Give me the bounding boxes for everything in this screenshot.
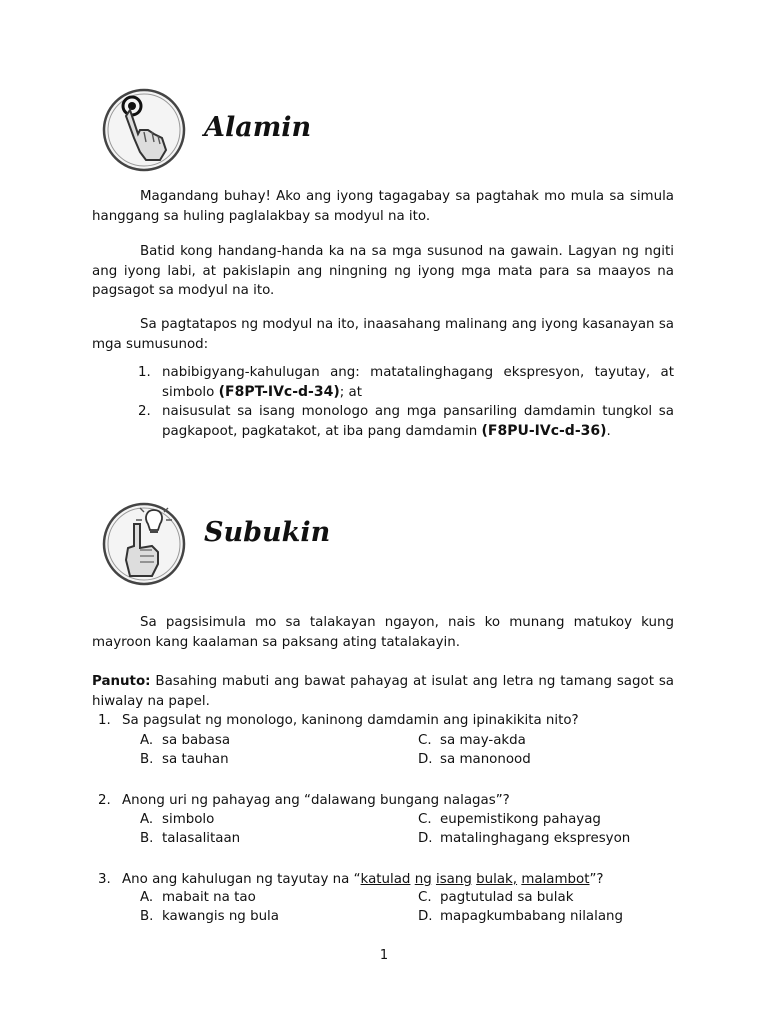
choice-letter: C. [418, 733, 432, 748]
subukin-title: Subukin [204, 517, 331, 548]
choice-text: talasalitaan [162, 831, 241, 846]
panuto-label: Panuto: [92, 674, 151, 689]
subukin-intro [92, 613, 674, 652]
objective-number: 2. [138, 404, 151, 419]
choice-text: sa manonood [440, 752, 531, 767]
alamin-paragraph-2 [92, 242, 674, 301]
choice-c [418, 733, 526, 748]
objective-text: nabibigyang-kahulugan ang: matatalinghagang ekspresyon, tayutay, at simbolo [162, 365, 674, 400]
question-number: 1. [98, 713, 111, 728]
question-text-pre: Ano ang kahulugan ng tayutay na “ [122, 872, 361, 887]
objectives-list [138, 363, 674, 441]
objective-code: (F8PU-IVc-d-36) [481, 422, 607, 439]
choice-b [140, 909, 279, 924]
underlined-word: bulak, [476, 872, 518, 887]
choice-text: pagtutulad sa bulak [440, 890, 574, 905]
choice-letter: C. [418, 812, 432, 827]
choice-text: mabait na tao [162, 890, 256, 905]
question-text: Anong uri ng pahayag ang “dalawang bungang nalagas”? [122, 793, 510, 808]
choice-text: sa may-akda [440, 733, 526, 748]
alamin-paragraph-1-text: Magandang buhay! Ako ang iyong tagagabay sa pagtahak mo mula sa simula hanggang sa huling paglalakbay sa modyul na ito. [92, 189, 674, 224]
alamin-title: Alamin [204, 112, 312, 143]
question-text-post: ”? [589, 872, 604, 887]
choice-a [140, 890, 256, 905]
question-number: 2. [98, 793, 111, 808]
choice-letter: D. [418, 909, 433, 924]
choice-letter: A. [140, 812, 154, 827]
choice-text: simbolo [162, 812, 215, 827]
page-number: 1 [379, 948, 389, 963]
choice-text: eupemistikong pahayag [440, 812, 601, 827]
choice-letter: A. [140, 733, 154, 748]
choice-letter: B. [140, 752, 154, 767]
alamin-paragraph-2-text: Batid kong handang-handa ka na sa mga susunod na gawain. Lagyan ng ngiti ang iyong labi, at pakislapin ang ningning ng iyong mga mata para sa maayos na pagsagot sa modyul na ito. [92, 244, 674, 298]
objective-item [138, 402, 674, 441]
underlined-word: isang [435, 872, 472, 887]
question-text [122, 870, 604, 890]
pointing-hand-icon [100, 86, 188, 174]
choice-letter: A. [140, 890, 154, 905]
question-number: 3. [98, 872, 111, 887]
alamin-paragraph-1 [92, 187, 674, 226]
panuto-text: Basahing mabuti ang bawat pahayag at isulat ang letra ng tamang sagot sa hiwalay na papel. [92, 674, 674, 709]
choice-b [140, 831, 240, 846]
choice-d [418, 909, 623, 924]
alamin-paragraph-3-text: Sa pagtatapos ng modyul na ito, inaasahang malinang ang iyong kasanayan sa mga sumusunod: [92, 317, 674, 352]
choice-letter: B. [140, 909, 154, 924]
objective-item [138, 363, 674, 402]
objective-code: (F8PT-IVc-d-34) [218, 383, 340, 400]
alamin-paragraph-3 [92, 315, 674, 354]
choice-text: matalinghagang ekspresyon [440, 831, 631, 846]
choice-a [140, 812, 214, 827]
underlined-word: ng [414, 872, 432, 887]
choice-text: sa tauhan [162, 752, 229, 767]
choice-d [418, 831, 630, 846]
choice-letter: D. [418, 831, 433, 846]
choice-text: sa babasa [162, 733, 231, 748]
objective-tail: ; at [339, 384, 362, 400]
underlined-word: malambot [521, 872, 590, 887]
objective-number: 1. [138, 365, 151, 380]
objective-text: naisusulat sa isang monologo ang mga pansariling damdamin tungkol sa pagkapoot, pagkatakot, at iba pang damdamin [162, 404, 674, 439]
choice-text: mapagkumbabang nilalang [440, 909, 624, 924]
choice-b [140, 752, 229, 767]
choice-letter: C. [418, 890, 432, 905]
panuto-instructions [92, 672, 674, 711]
objective-tail: . [606, 423, 611, 439]
question-text: Sa pagsulat ng monologo, kaninong damdamin ang ipinakikita nito? [122, 713, 579, 728]
choice-d [418, 752, 531, 767]
underlined-word: katulad [360, 872, 411, 887]
choice-text: kawangis ng bula [162, 909, 279, 924]
choice-letter: D. [418, 752, 433, 767]
subukin-intro-text: Sa pagsisimula mo sa talakayan ngayon, nais ko munang matukoy kung mayroon kang kaalaman sa paksang ating tatalakayin. [92, 615, 674, 650]
choice-c [418, 812, 601, 827]
raised-finger-idea-icon [100, 500, 188, 588]
choice-letter: B. [140, 831, 154, 846]
choice-a [140, 733, 230, 748]
choice-c [418, 890, 573, 905]
